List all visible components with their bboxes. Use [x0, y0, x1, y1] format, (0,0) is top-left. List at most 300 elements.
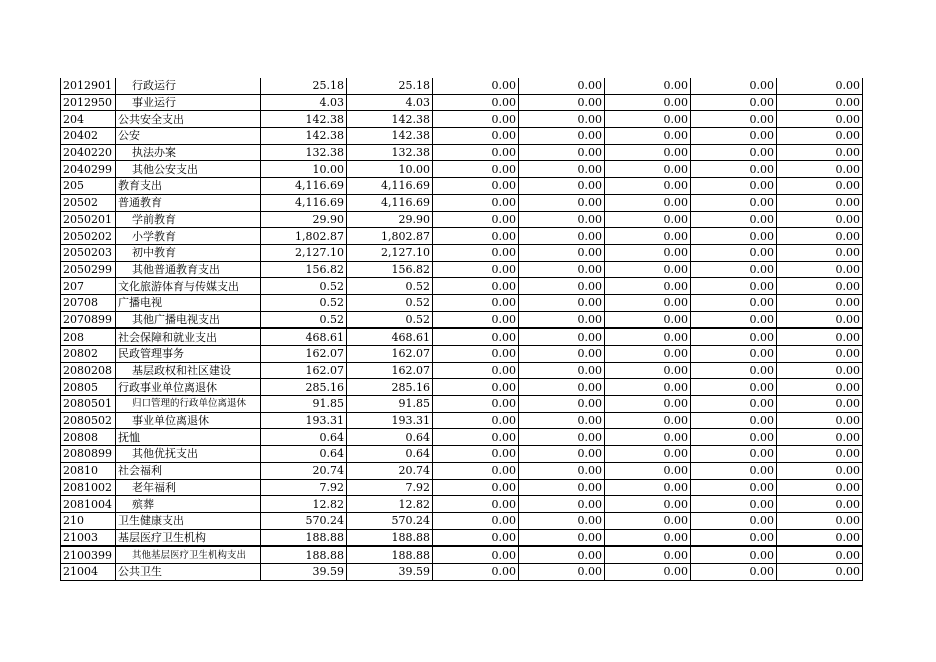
- account-code-cell: 20808: [61, 429, 116, 446]
- account-code-cell: 21003: [61, 529, 116, 546]
- amount-cell: 0.00: [519, 294, 605, 311]
- table-row: [61, 128, 863, 145]
- amount-cell: 0.52: [261, 294, 347, 311]
- amount-cell: 0.00: [433, 479, 519, 496]
- account-code-cell: 2012901: [61, 78, 116, 94]
- amount-cell: 39.59: [347, 563, 433, 580]
- amount-cell: 0.00: [777, 244, 863, 261]
- amount-cell: 0.00: [519, 346, 605, 363]
- amount-cell: 0.00: [519, 546, 605, 563]
- amount-cell: 0.00: [433, 429, 519, 446]
- amount-cell: 0.00: [691, 462, 777, 479]
- account-name-cell: 行政运行: [116, 78, 261, 94]
- amount-cell: 0.00: [691, 311, 777, 328]
- amount-cell: 20.74: [261, 462, 347, 479]
- amount-cell: 0.52: [347, 294, 433, 311]
- amount-cell: 0.00: [691, 161, 777, 178]
- amount-cell: 0.00: [691, 294, 777, 311]
- amount-cell: 188.88: [261, 529, 347, 546]
- amount-cell: 0.00: [691, 278, 777, 295]
- amount-cell: 0.00: [691, 546, 777, 563]
- account-code-cell: 2080208: [61, 362, 116, 379]
- amount-cell: 10.00: [261, 161, 347, 178]
- amount-cell: 188.88: [261, 546, 347, 563]
- amount-cell: 0.00: [433, 194, 519, 211]
- account-code-cell: 205: [61, 178, 116, 195]
- amount-cell: 0.00: [605, 78, 691, 94]
- amount-cell: 0.00: [691, 412, 777, 429]
- account-name-cell: 殡葬: [116, 496, 261, 513]
- amount-cell: 0.00: [433, 178, 519, 195]
- amount-cell: 4,116.69: [261, 194, 347, 211]
- amount-cell: 0.00: [605, 362, 691, 379]
- amount-cell: 0.00: [433, 244, 519, 261]
- amount-cell: 39.59: [261, 563, 347, 580]
- account-name-cell: 事业运行: [116, 94, 261, 111]
- amount-cell: 0.00: [691, 228, 777, 245]
- table-row: [61, 396, 863, 413]
- amount-cell: 0.00: [433, 546, 519, 563]
- amount-cell: 0.00: [519, 362, 605, 379]
- amount-cell: 4,116.69: [261, 178, 347, 195]
- amount-cell: 0.00: [777, 546, 863, 563]
- amount-cell: 0.00: [691, 479, 777, 496]
- amount-cell: 7.92: [261, 479, 347, 496]
- amount-cell: 0.00: [605, 563, 691, 580]
- amount-cell: 25.18: [261, 78, 347, 94]
- amount-cell: 4,116.69: [347, 178, 433, 195]
- amount-cell: 0.52: [261, 311, 347, 328]
- amount-cell: 0.00: [519, 379, 605, 396]
- amount-cell: 2,127.10: [347, 244, 433, 261]
- amount-cell: 91.85: [347, 396, 433, 413]
- table-row: [61, 546, 863, 563]
- amount-cell: 0.00: [433, 94, 519, 111]
- account-name-cell: 抚恤: [116, 429, 261, 446]
- account-code-cell: 2080502: [61, 412, 116, 429]
- amount-cell: 20.74: [347, 462, 433, 479]
- account-code-cell: 20708: [61, 294, 116, 311]
- account-name-cell: 基层医疗卫生机构: [116, 529, 261, 546]
- amount-cell: 0.00: [605, 161, 691, 178]
- amount-cell: 162.07: [261, 362, 347, 379]
- amount-cell: 0.00: [433, 311, 519, 328]
- amount-cell: 0.00: [777, 94, 863, 111]
- account-name-cell: 其他广播电视支出: [116, 311, 261, 328]
- account-code-cell: 2050202: [61, 228, 116, 245]
- table-row: [61, 194, 863, 211]
- amount-cell: 0.00: [605, 94, 691, 111]
- amount-cell: 12.82: [347, 496, 433, 513]
- account-code-cell: 20402: [61, 128, 116, 145]
- amount-cell: 0.00: [519, 396, 605, 413]
- amount-cell: 0.00: [605, 496, 691, 513]
- amount-cell: 0.00: [433, 144, 519, 161]
- account-name-cell: 公共安全支出: [116, 111, 261, 128]
- amount-cell: 0.00: [777, 496, 863, 513]
- account-name-cell: 社会保障和就业支出: [116, 328, 261, 345]
- amount-cell: 4,116.69: [347, 194, 433, 211]
- amount-cell: 0.00: [433, 496, 519, 513]
- amount-cell: 132.38: [261, 144, 347, 161]
- amount-cell: 7.92: [347, 479, 433, 496]
- amount-cell: 25.18: [347, 78, 433, 94]
- amount-cell: 0.00: [691, 78, 777, 94]
- amount-cell: 0.00: [605, 529, 691, 546]
- amount-cell: 0.00: [691, 496, 777, 513]
- amount-cell: 0.00: [433, 563, 519, 580]
- amount-cell: 0.00: [433, 161, 519, 178]
- table-row: [61, 512, 863, 529]
- amount-cell: 0.00: [519, 412, 605, 429]
- amount-cell: 188.88: [347, 546, 433, 563]
- amount-cell: 0.00: [519, 429, 605, 446]
- account-code-cell: 20810: [61, 462, 116, 479]
- amount-cell: 0.00: [777, 379, 863, 396]
- amount-cell: 0.00: [691, 379, 777, 396]
- amount-cell: 0.00: [519, 178, 605, 195]
- amount-cell: 0.00: [519, 529, 605, 546]
- amount-cell: 0.00: [433, 529, 519, 546]
- amount-cell: 0.00: [605, 244, 691, 261]
- amount-cell: 0.00: [519, 479, 605, 496]
- amount-cell: 0.64: [261, 429, 347, 446]
- account-name-cell: 行政事业单位离退休: [116, 379, 261, 396]
- account-name-cell: 公共卫生: [116, 563, 261, 580]
- amount-cell: 0.00: [691, 512, 777, 529]
- amount-cell: 193.31: [347, 412, 433, 429]
- amount-cell: 0.00: [605, 194, 691, 211]
- account-code-cell: 20802: [61, 346, 116, 363]
- amount-cell: 91.85: [261, 396, 347, 413]
- amount-cell: 1,802.87: [261, 228, 347, 245]
- amount-cell: 0.00: [691, 194, 777, 211]
- amount-cell: 0.00: [605, 144, 691, 161]
- amount-cell: 0.00: [605, 178, 691, 195]
- amount-cell: 0.00: [433, 211, 519, 228]
- amount-cell: 29.90: [261, 211, 347, 228]
- account-code-cell: 2040220: [61, 144, 116, 161]
- account-name-cell: 公安: [116, 128, 261, 145]
- amount-cell: 0.00: [433, 261, 519, 278]
- amount-cell: 4.03: [347, 94, 433, 111]
- amount-cell: 0.00: [433, 362, 519, 379]
- account-code-cell: 2080899: [61, 446, 116, 463]
- amount-cell: 0.00: [777, 529, 863, 546]
- table-row: [61, 144, 863, 161]
- amount-cell: 142.38: [347, 128, 433, 145]
- amount-cell: 0.00: [777, 446, 863, 463]
- table-row: [61, 111, 863, 128]
- account-code-cell: 2050201: [61, 211, 116, 228]
- table-row: [61, 278, 863, 295]
- amount-cell: 2,127.10: [261, 244, 347, 261]
- table-row: [61, 161, 863, 178]
- amount-cell: 0.00: [691, 563, 777, 580]
- amount-cell: 0.00: [605, 211, 691, 228]
- amount-cell: 4.03: [261, 94, 347, 111]
- amount-cell: 0.00: [605, 128, 691, 145]
- amount-cell: 0.00: [777, 78, 863, 94]
- amount-cell: 0.52: [261, 278, 347, 295]
- amount-cell: 0.00: [691, 396, 777, 413]
- account-name-cell: 其他公安支出: [116, 161, 261, 178]
- table-row: [61, 346, 863, 363]
- table-row: [61, 178, 863, 195]
- amount-cell: 468.61: [347, 328, 433, 345]
- amount-cell: 0.00: [605, 228, 691, 245]
- amount-cell: 0.00: [691, 328, 777, 345]
- amount-cell: 0.00: [605, 261, 691, 278]
- amount-cell: 0.64: [261, 446, 347, 463]
- amount-cell: 0.00: [433, 278, 519, 295]
- table-row: [61, 496, 863, 513]
- amount-cell: 0.00: [433, 111, 519, 128]
- amount-cell: 0.00: [433, 512, 519, 529]
- account-name-cell: 事业单位离退休: [116, 412, 261, 429]
- account-name-cell: 其他基层医疗卫生机构支出: [116, 546, 261, 563]
- amount-cell: 0.00: [777, 563, 863, 580]
- amount-cell: 570.24: [347, 512, 433, 529]
- table-row: [61, 244, 863, 261]
- account-name-cell: 归口管理的行政单位离退休: [116, 396, 261, 413]
- amount-cell: 0.00: [433, 228, 519, 245]
- amount-cell: 0.00: [605, 546, 691, 563]
- amount-cell: 12.82: [261, 496, 347, 513]
- table-row: [61, 563, 863, 580]
- account-code-cell: 2081004: [61, 496, 116, 513]
- table-row: [61, 311, 863, 328]
- amount-cell: 0.00: [433, 396, 519, 413]
- amount-cell: 0.00: [691, 446, 777, 463]
- account-code-cell: 21004: [61, 563, 116, 580]
- amount-cell: 0.00: [433, 446, 519, 463]
- account-name-cell: 卫生健康支出: [116, 512, 261, 529]
- table-row: [61, 228, 863, 245]
- account-code-cell: 204: [61, 111, 116, 128]
- table-row: [61, 328, 863, 345]
- account-code-cell: 2012950: [61, 94, 116, 111]
- account-name-cell: 广播电视: [116, 294, 261, 311]
- table-row: [61, 294, 863, 311]
- amount-cell: 0.00: [777, 178, 863, 195]
- amount-cell: 0.00: [433, 412, 519, 429]
- account-code-cell: 2070899: [61, 311, 116, 328]
- amount-cell: 0.00: [777, 362, 863, 379]
- table-row: [61, 78, 863, 94]
- account-name-cell: 教育支出: [116, 178, 261, 195]
- amount-cell: 0.00: [519, 261, 605, 278]
- amount-cell: 132.38: [347, 144, 433, 161]
- account-name-cell: 民政管理事务: [116, 346, 261, 363]
- amount-cell: 0.00: [605, 412, 691, 429]
- account-code-cell: 2050203: [61, 244, 116, 261]
- account-code-cell: 210: [61, 512, 116, 529]
- amount-cell: 142.38: [261, 111, 347, 128]
- account-code-cell: 2100399: [61, 546, 116, 563]
- amount-cell: 468.61: [261, 328, 347, 345]
- amount-cell: 0.00: [519, 228, 605, 245]
- account-code-cell: 208: [61, 328, 116, 345]
- amount-cell: 0.00: [691, 94, 777, 111]
- amount-cell: 0.00: [519, 446, 605, 463]
- amount-cell: 0.00: [691, 429, 777, 446]
- amount-cell: 0.00: [605, 278, 691, 295]
- amount-cell: 0.00: [777, 412, 863, 429]
- amount-cell: 0.00: [605, 396, 691, 413]
- amount-cell: 0.00: [777, 462, 863, 479]
- amount-cell: 0.00: [691, 244, 777, 261]
- amount-cell: 0.00: [777, 228, 863, 245]
- table-row: [61, 379, 863, 396]
- table-row: [61, 479, 863, 496]
- amount-cell: 0.00: [433, 78, 519, 94]
- table-row: [61, 462, 863, 479]
- account-code-cell: 207: [61, 278, 116, 295]
- amount-cell: 0.00: [605, 328, 691, 345]
- amount-cell: 193.31: [261, 412, 347, 429]
- account-code-cell: 2040299: [61, 161, 116, 178]
- table-row: [61, 429, 863, 446]
- amount-cell: 0.00: [519, 194, 605, 211]
- amount-cell: 156.82: [261, 261, 347, 278]
- amount-cell: 0.00: [777, 328, 863, 345]
- amount-cell: 0.64: [347, 446, 433, 463]
- amount-cell: 285.16: [261, 379, 347, 396]
- amount-cell: 0.00: [605, 446, 691, 463]
- amount-cell: 0.00: [605, 111, 691, 128]
- table-row: [61, 362, 863, 379]
- table-row: [61, 261, 863, 278]
- amount-cell: 285.16: [347, 379, 433, 396]
- amount-cell: 0.00: [519, 244, 605, 261]
- amount-cell: 0.00: [691, 346, 777, 363]
- account-name-cell: 学前教育: [116, 211, 261, 228]
- amount-cell: 0.00: [433, 462, 519, 479]
- amount-cell: 0.00: [519, 111, 605, 128]
- amount-cell: 0.00: [691, 111, 777, 128]
- table-row: [61, 529, 863, 546]
- amount-cell: 0.00: [605, 311, 691, 328]
- table-row: [61, 446, 863, 463]
- amount-cell: 188.88: [347, 529, 433, 546]
- amount-cell: 0.00: [777, 479, 863, 496]
- amount-cell: 0.00: [433, 294, 519, 311]
- amount-cell: 0.00: [519, 462, 605, 479]
- amount-cell: 0.00: [777, 194, 863, 211]
- amount-cell: 0.00: [777, 429, 863, 446]
- table-row: [61, 412, 863, 429]
- amount-cell: 0.00: [691, 128, 777, 145]
- table-row: [61, 94, 863, 111]
- budget-table: [60, 78, 863, 581]
- amount-cell: 1,802.87: [347, 228, 433, 245]
- amount-cell: 0.00: [777, 111, 863, 128]
- amount-cell: 0.00: [433, 346, 519, 363]
- amount-cell: 0.00: [519, 94, 605, 111]
- amount-cell: 0.64: [347, 429, 433, 446]
- amount-cell: 0.00: [691, 529, 777, 546]
- amount-cell: 0.00: [519, 144, 605, 161]
- account-name-cell: 其他优抚支出: [116, 446, 261, 463]
- amount-cell: 0.00: [519, 512, 605, 529]
- amount-cell: 0.00: [691, 144, 777, 161]
- amount-cell: 0.00: [519, 128, 605, 145]
- amount-cell: 0.00: [777, 278, 863, 295]
- amount-cell: 0.00: [433, 379, 519, 396]
- amount-cell: 0.00: [519, 78, 605, 94]
- account-name-cell: 小学教育: [116, 228, 261, 245]
- amount-cell: 142.38: [261, 128, 347, 145]
- account-name-cell: 文化旅游体育与传媒支出: [116, 278, 261, 295]
- amount-cell: 0.00: [519, 328, 605, 345]
- amount-cell: 162.07: [347, 346, 433, 363]
- account-code-cell: 2050299: [61, 261, 116, 278]
- amount-cell: 0.00: [605, 479, 691, 496]
- amount-cell: 0.00: [605, 346, 691, 363]
- amount-cell: 0.00: [691, 211, 777, 228]
- amount-cell: 0.00: [777, 144, 863, 161]
- amount-cell: 0.00: [777, 346, 863, 363]
- amount-cell: 29.90: [347, 211, 433, 228]
- amount-cell: 0.00: [777, 128, 863, 145]
- amount-cell: 0.00: [777, 211, 863, 228]
- amount-cell: 0.00: [777, 512, 863, 529]
- account-code-cell: 2081002: [61, 479, 116, 496]
- amount-cell: 0.00: [605, 462, 691, 479]
- amount-cell: 0.00: [519, 278, 605, 295]
- amount-cell: 0.00: [605, 512, 691, 529]
- amount-cell: 0.00: [777, 294, 863, 311]
- account-name-cell: 老年福利: [116, 479, 261, 496]
- amount-cell: 0.00: [777, 311, 863, 328]
- amount-cell: 10.00: [347, 161, 433, 178]
- amount-cell: 0.00: [777, 161, 863, 178]
- amount-cell: 0.00: [605, 379, 691, 396]
- account-name-cell: 执法办案: [116, 144, 261, 161]
- account-name-cell: 社会福利: [116, 462, 261, 479]
- amount-cell: 0.00: [777, 261, 863, 278]
- amount-cell: 0.00: [605, 429, 691, 446]
- amount-cell: 0.00: [433, 128, 519, 145]
- amount-cell: 0.00: [433, 328, 519, 345]
- amount-cell: 0.00: [691, 362, 777, 379]
- amount-cell: 0.00: [691, 178, 777, 195]
- amount-cell: 0.00: [777, 396, 863, 413]
- amount-cell: 162.07: [261, 346, 347, 363]
- account-name-cell: 基层政权和社区建设: [116, 362, 261, 379]
- amount-cell: 0.52: [347, 311, 433, 328]
- account-name-cell: 普通教育: [116, 194, 261, 211]
- amount-cell: 0.00: [519, 311, 605, 328]
- amount-cell: 142.38: [347, 111, 433, 128]
- amount-cell: 162.07: [347, 362, 433, 379]
- account-name-cell: 其他普通教育支出: [116, 261, 261, 278]
- account-code-cell: 2080501: [61, 396, 116, 413]
- amount-cell: 0.00: [519, 563, 605, 580]
- amount-cell: 156.82: [347, 261, 433, 278]
- amount-cell: 0.00: [691, 261, 777, 278]
- account-code-cell: 20805: [61, 379, 116, 396]
- account-code-cell: 20502: [61, 194, 116, 211]
- amount-cell: 0.52: [347, 278, 433, 295]
- amount-cell: 570.24: [261, 512, 347, 529]
- amount-cell: 0.00: [519, 496, 605, 513]
- amount-cell: 0.00: [519, 161, 605, 178]
- table-row: [61, 211, 863, 228]
- account-name-cell: 初中教育: [116, 244, 261, 261]
- amount-cell: 0.00: [519, 211, 605, 228]
